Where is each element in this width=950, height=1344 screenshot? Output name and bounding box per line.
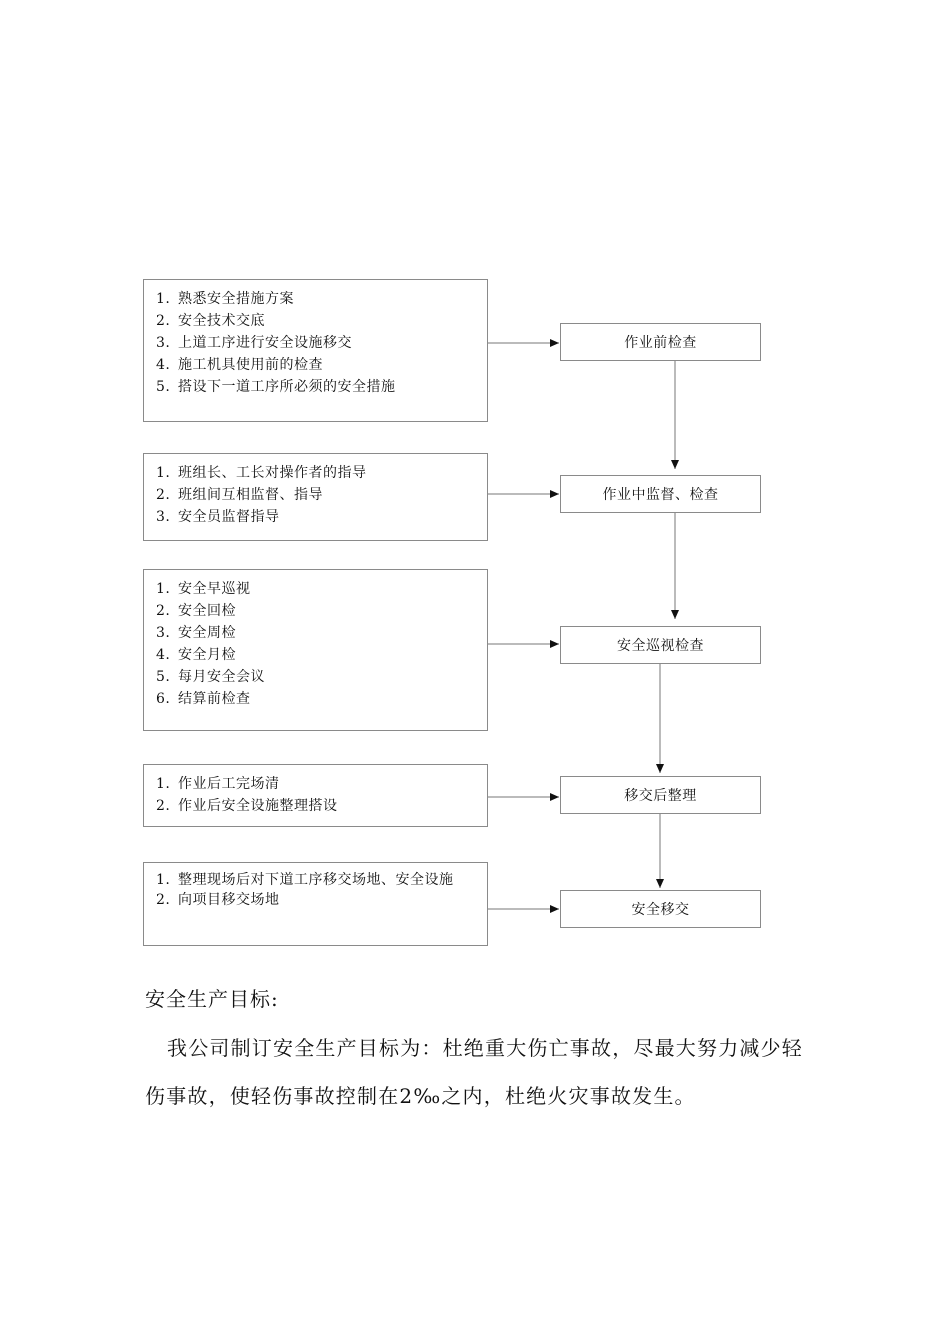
step-label: 安全巡视检查 [617, 638, 704, 654]
step-label: 安全移交 [631, 902, 690, 918]
section-heading: 安全生产目标: [145, 987, 279, 1011]
list-item: 1. 作业后工完场清 [156, 776, 280, 792]
list-item: 2. 安全回检 [156, 603, 236, 619]
step-safety-handover [560, 890, 761, 928]
list-item: 2. 安全技术交底 [156, 313, 265, 329]
step-label: 作业前检查 [624, 335, 697, 351]
measures-box-4 [143, 764, 488, 827]
list-item: 1. 安全早巡视 [156, 581, 251, 597]
measures-box-1 [143, 279, 488, 422]
list-item: 5. 每月安全会议 [156, 669, 265, 685]
step-in-work-supervision [560, 475, 761, 513]
measures-box-2 [143, 453, 488, 541]
measures-box-3 [143, 569, 488, 731]
list-item: 3. 安全员监督指导 [156, 509, 280, 525]
step-post-handover [560, 776, 761, 814]
list-item: 6. 结算前检查 [156, 691, 251, 707]
step-label: 移交后整理 [624, 788, 697, 804]
list-item: 1. 整理现场后对下道工序移交场地、安全设施 [156, 872, 454, 888]
step-safety-patrol [560, 626, 761, 664]
list-item: 4. 安全月检 [156, 647, 236, 663]
list-item: 2. 班组间互相监督、指导 [156, 487, 323, 503]
list-item: 2. 向项目移交场地 [156, 892, 280, 908]
section-paragraph: 我公司制订安全生产目标为：杜绝重大伤亡事故，尽最大努力减少轻伤事故，使轻伤事故控制在2‰之内，杜绝火灾事故发生。 [145, 1036, 803, 1108]
list-item: 3. 上道工序进行安全设施移交 [156, 335, 352, 351]
step-pre-work-check [560, 323, 761, 361]
measures-box-5 [143, 862, 488, 946]
list-item: 3. 安全周检 [156, 625, 236, 641]
list-item: 1. 熟悉安全措施方案 [156, 291, 294, 307]
list-item: 1. 班组长、工长对操作者的指导 [156, 465, 367, 481]
step-label: 作业中监督、检查 [602, 487, 719, 503]
list-item: 2. 作业后安全设施整理搭设 [156, 798, 338, 814]
list-item: 4. 施工机具使用前的检查 [156, 357, 323, 373]
list-item: 5. 搭设下一道工序所必须的安全措施 [156, 379, 396, 395]
